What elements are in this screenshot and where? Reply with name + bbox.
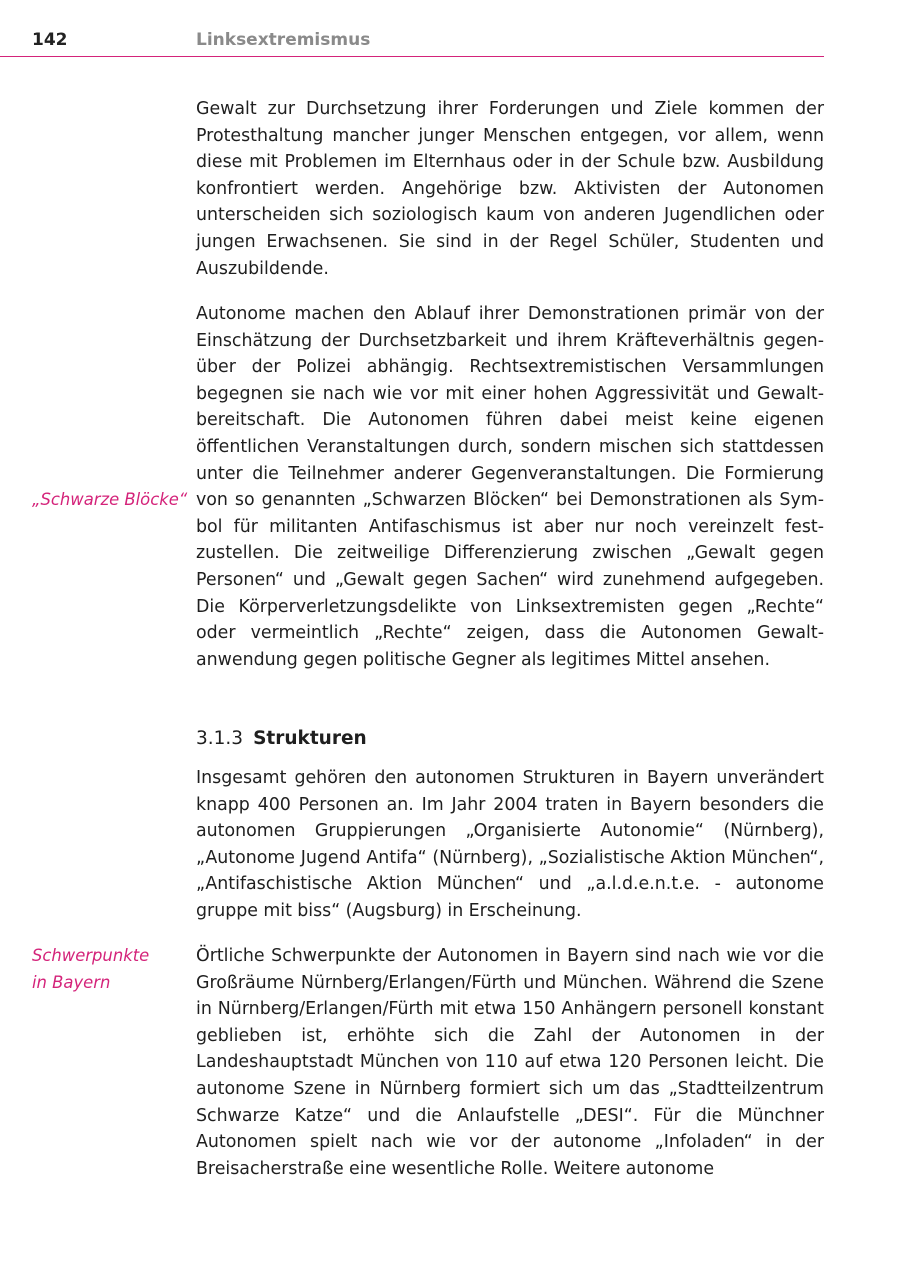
running-title: Linksextremismus xyxy=(196,30,371,50)
page-number: 142 xyxy=(32,30,68,50)
header-rule xyxy=(0,56,824,57)
paragraph-1: Gewalt zur Durchsetzung ihrer Forderungen und Ziele kommen der Protesthaltung mancher junger Menschen entgegen, vor allem, wenn diese mit Problemen im Elternhaus oder in der Schule bzw. Ausbildung konfrontiert werden. Angehörige bzw. Aktivisten der Autonomen unterscheiden sich soziologisch kaum von anderen Jugendlichen oder jungen Erwachsenen. Sie sind in der Regel Schüler, Studenten und Auszubildende. xyxy=(196,99,824,279)
section-heading xyxy=(196,725,367,753)
margin-note-schwerpunkte-line1: Schwerpunkte xyxy=(32,946,150,965)
margin-note-schwerpunkte-line2: in Bayern xyxy=(32,972,111,992)
margin-note-schwarze-bloecke: „Schwarze Blöcke“ xyxy=(32,490,188,509)
paragraph-4: Örtliche Schwerpunkte der Autonomen in Bayern sind nach wie vor die Großräume Nürnberg/Erlangen/Fürth und München. Während die Szene in Nürnberg/Erlangen/Fürth mit etwa 150 Anhängern personell konstant geblieben ist, erhöhte sich die Zahl der Autonomen in der Landeshauptstadt München von 110 auf etwa 120 Personen leicht. Die autonome Szene in Nürnberg formiert sich um das „Stadtteilzentrum Schwarze Katze“ und die Anlaufstelle „DESI“. Für die Münchner Autonomen spielt nach wie vor der autonome „Infoladen“ in der Breisacherstraße eine wesentliche Rolle. Weitere autonome xyxy=(196,946,824,1179)
paragraph-2-block xyxy=(196,301,824,673)
margin-note-schwerpunkte xyxy=(32,943,187,996)
paragraph-3: Insgesamt gehören den autonomen Strukturen in Bayern unverändert knapp 400 Personen an. Im Jahr 2004 traten in Bayern besonders die autonomen Gruppierungen „Organisierte Autonomie“ (Nürnberg), „Autonome Jugend Antifa“ (Nürnberg), „Sozialistische Aktion München“, „Antifaschistische Aktion München“ und „a.l.d.e.n.t.e. - autonome gruppe mit biss“ (Augsburg) in Erscheinung. xyxy=(196,768,824,921)
section-title: Strukturen xyxy=(253,728,367,749)
paragraph-1-block xyxy=(196,96,824,282)
paragraph-3-block xyxy=(196,765,824,925)
paragraph-4-block xyxy=(196,943,824,1182)
section-number: 3.1.3 xyxy=(196,728,244,749)
paragraph-2: Autonome machen den Ablauf ihrer Demonstrationen primär von der Einschätzung der Durchsetzbarkeit und ihrem Kräfteverhältnis gegenüber der Polizei abhängig. Rechtsextremistischen Versammlungen begegnen sie nach wie vor mit einer hohen Aggressivität und Gewaltbereitschaft. Die Autonomen führen dabei meist keine eigenen öffentlichen Veranstaltungen durch, sondern mischen sich stattdessen unter die Teilnehmer anderer Gegenveranstaltungen. Die Formierung von so genannten „Schwarzen Blöcken“ bei Demonstrationen als Symbol für militanten Antifaschismus ist aber nur noch vereinzelt festzustellen. Die zeitweilige Differenzierung zwischen „Gewalt gegen Personen“ und „Gewalt gegen Sachen“ wird zunehmend aufgegeben. Die Körperverletzungsdelikte von Linksextremisten gegen „Rechte“ oder vermeintlich „Rechte“ zeigen, dass die Autonomen Gewaltanwendung gegen politische Gegner als legitimes Mittel ansehen. xyxy=(196,304,824,670)
